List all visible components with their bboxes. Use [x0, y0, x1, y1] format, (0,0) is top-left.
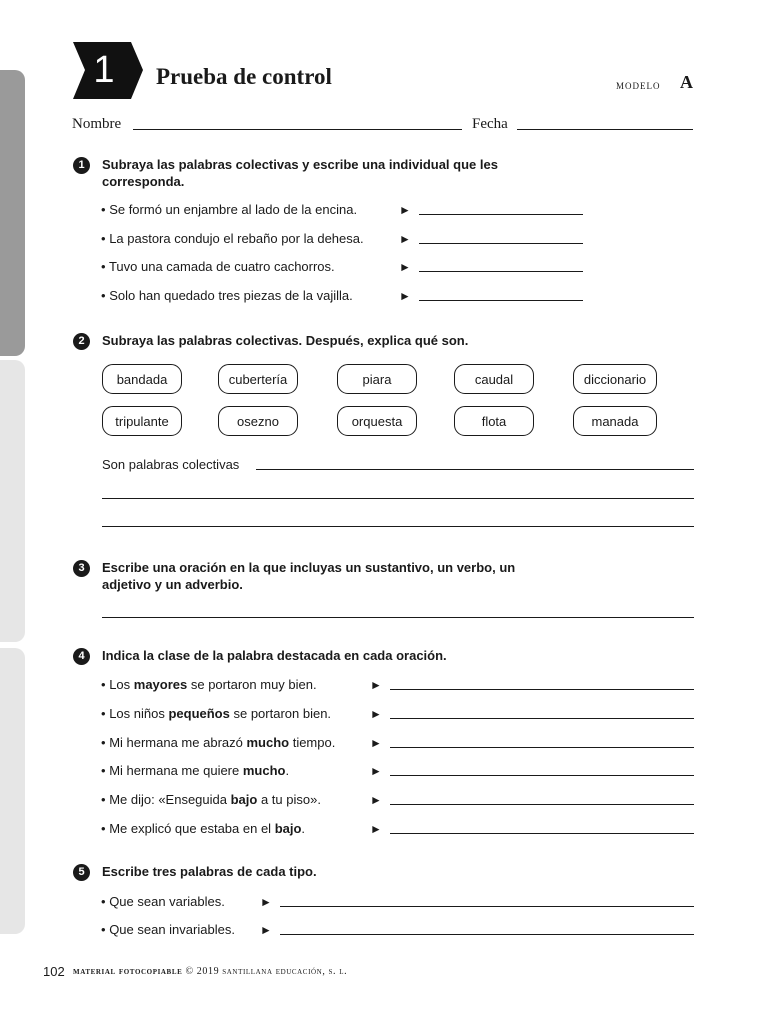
arrow-icon: ►	[399, 289, 411, 303]
side-tab-dark	[0, 70, 25, 356]
q4-item-text: Mi hermana me quiere	[109, 763, 243, 778]
q4-item	[101, 763, 289, 778]
q4-item-text: a tu piso».	[257, 792, 321, 807]
answer-line[interactable]	[390, 689, 694, 690]
question-2-text: Subraya las palabras colectivas. Después, explica qué son.	[102, 333, 469, 348]
word-pill[interactable]: caudal	[454, 364, 534, 394]
arrow-icon: ►	[399, 232, 411, 246]
q4-item	[101, 677, 317, 692]
q4-item-text: Los	[109, 677, 134, 692]
question-3-text: Escribe una oración en la que incluyas un sustantivo, un verbo, un adjetivo y un adverbio.	[102, 560, 516, 592]
q4-item-text: .	[301, 821, 306, 836]
footer-label: material fotocopiable	[73, 966, 183, 977]
q4-item-text: Me explicó que estaba en el	[109, 821, 275, 836]
word-pill[interactable]: diccionario	[573, 364, 657, 394]
footer-copyright-text: © 2019 santillana educación, s. l.	[185, 966, 348, 977]
side-tab-light	[0, 360, 25, 642]
model-label: modelo	[616, 77, 661, 92]
word-pill[interactable]: orquesta	[337, 406, 417, 436]
answer-line[interactable]	[280, 906, 694, 907]
q5-item	[101, 894, 225, 909]
answer-line[interactable]	[419, 300, 583, 301]
answer-line[interactable]	[256, 469, 694, 470]
highlighted-word: mucho	[246, 735, 290, 750]
q4-item-text: Me dijo: «Enseguida	[109, 792, 231, 807]
answer-line[interactable]	[419, 271, 583, 272]
page-title: Prueba de control	[156, 64, 332, 89]
q4-item-text: se portaron muy bien.	[187, 677, 317, 692]
question-number: 2	[73, 333, 90, 350]
arrow-icon: ►	[370, 707, 382, 721]
bullet: •	[101, 821, 106, 836]
q5-item	[101, 922, 235, 937]
question-4-text: Indica la clase de la palabra destacada en cada oración.	[102, 648, 447, 663]
q5-item-text: Que sean variables.	[109, 894, 225, 909]
question-number: 5	[73, 864, 90, 881]
date-label: Fecha	[472, 116, 508, 132]
bullet: •	[101, 706, 106, 721]
arrow-icon: ►	[370, 764, 382, 778]
highlighted-word: bajo	[230, 792, 258, 807]
bullet: •	[101, 677, 106, 692]
q5-item-text: Que sean invariables.	[109, 922, 235, 937]
bullet: •	[101, 288, 106, 303]
arrow-icon: ►	[370, 793, 382, 807]
answer-line[interactable]	[280, 934, 694, 935]
answer-line[interactable]	[419, 243, 583, 244]
q4-item-text: se portaron bien.	[229, 706, 332, 721]
answer-line[interactable]	[390, 718, 694, 719]
arrow-icon: ►	[399, 203, 411, 217]
question-1-text: Subraya las palabras colectivas y escribe una individual que les corresponda.	[102, 157, 498, 189]
arrow-icon: ►	[399, 260, 411, 274]
highlighted-word: mayores	[133, 677, 188, 692]
bullet: •	[101, 894, 106, 909]
arrow-icon: ►	[260, 923, 272, 937]
arrow-icon: ►	[370, 736, 382, 750]
answer-line[interactable]	[390, 747, 694, 748]
footer-copyright	[73, 966, 347, 977]
q4-item-text: .	[285, 763, 290, 778]
q4-item	[101, 821, 305, 836]
unit-number: 1	[93, 49, 115, 91]
q1-item-text: La pastora condujo el rebaño por la dehesa.	[109, 231, 364, 246]
arrow-icon: ►	[260, 895, 272, 909]
bullet: •	[101, 231, 106, 246]
bullet: •	[101, 202, 106, 217]
q1-item	[101, 259, 335, 274]
answer-line[interactable]	[102, 617, 694, 618]
q1-item	[101, 202, 357, 217]
q4-item-text: tiempo.	[289, 735, 336, 750]
answer-line[interactable]	[390, 804, 694, 805]
name-label: Nombre	[72, 116, 122, 132]
answer-line[interactable]	[102, 498, 694, 499]
bullet: •	[101, 792, 106, 807]
question-number: 3	[73, 560, 90, 577]
q1-item	[101, 231, 364, 246]
unit-badge	[73, 42, 143, 99]
name-field-line[interactable]	[133, 129, 462, 130]
word-pill[interactable]: osezno	[218, 406, 298, 436]
model-letter: A	[680, 72, 693, 92]
q1-item-text: Solo han quedado tres piezas de la vajilla.	[109, 288, 353, 303]
question-5-text: Escribe tres palabras de cada tipo.	[102, 864, 317, 879]
highlighted-word: bajo	[274, 821, 302, 836]
question-number: 1	[73, 157, 90, 174]
question-number: 4	[73, 648, 90, 665]
word-pill[interactable]: bandada	[102, 364, 182, 394]
answer-line[interactable]	[390, 833, 694, 834]
bullet: •	[101, 735, 106, 750]
q4-item-text: Mi hermana me abrazó	[109, 735, 247, 750]
q4-item-text: Los niños	[109, 706, 169, 721]
bullet: •	[101, 763, 106, 778]
answer-line[interactable]	[102, 526, 694, 527]
q4-item	[101, 706, 331, 721]
side-tab-light	[0, 648, 25, 934]
answer-line[interactable]	[419, 214, 583, 215]
q4-item	[101, 792, 321, 807]
page-number: 102	[43, 964, 65, 979]
word-pill[interactable]: tripulante	[102, 406, 182, 436]
bullet: •	[101, 922, 106, 937]
q1-item-text: Tuvo una camada de cuatro cachorros.	[108, 259, 335, 274]
word-pill[interactable]: manada	[573, 406, 657, 436]
answer-prompt: Son palabras colectivas	[102, 457, 240, 472]
q1-item-text: Se formó un enjambre al lado de la encina.	[109, 202, 358, 217]
arrow-icon: ►	[370, 678, 382, 692]
answer-line[interactable]	[390, 775, 694, 776]
highlighted-word: mucho	[242, 763, 286, 778]
q1-item	[101, 288, 353, 303]
date-field-line[interactable]	[517, 129, 693, 130]
word-pill[interactable]: piara	[337, 364, 417, 394]
word-pill[interactable]: cubertería	[218, 364, 298, 394]
bullet: •	[101, 259, 106, 274]
arrow-icon: ►	[370, 822, 382, 836]
highlighted-word: pequeños	[168, 706, 230, 721]
q4-item	[101, 735, 335, 750]
word-pill[interactable]: flota	[454, 406, 534, 436]
